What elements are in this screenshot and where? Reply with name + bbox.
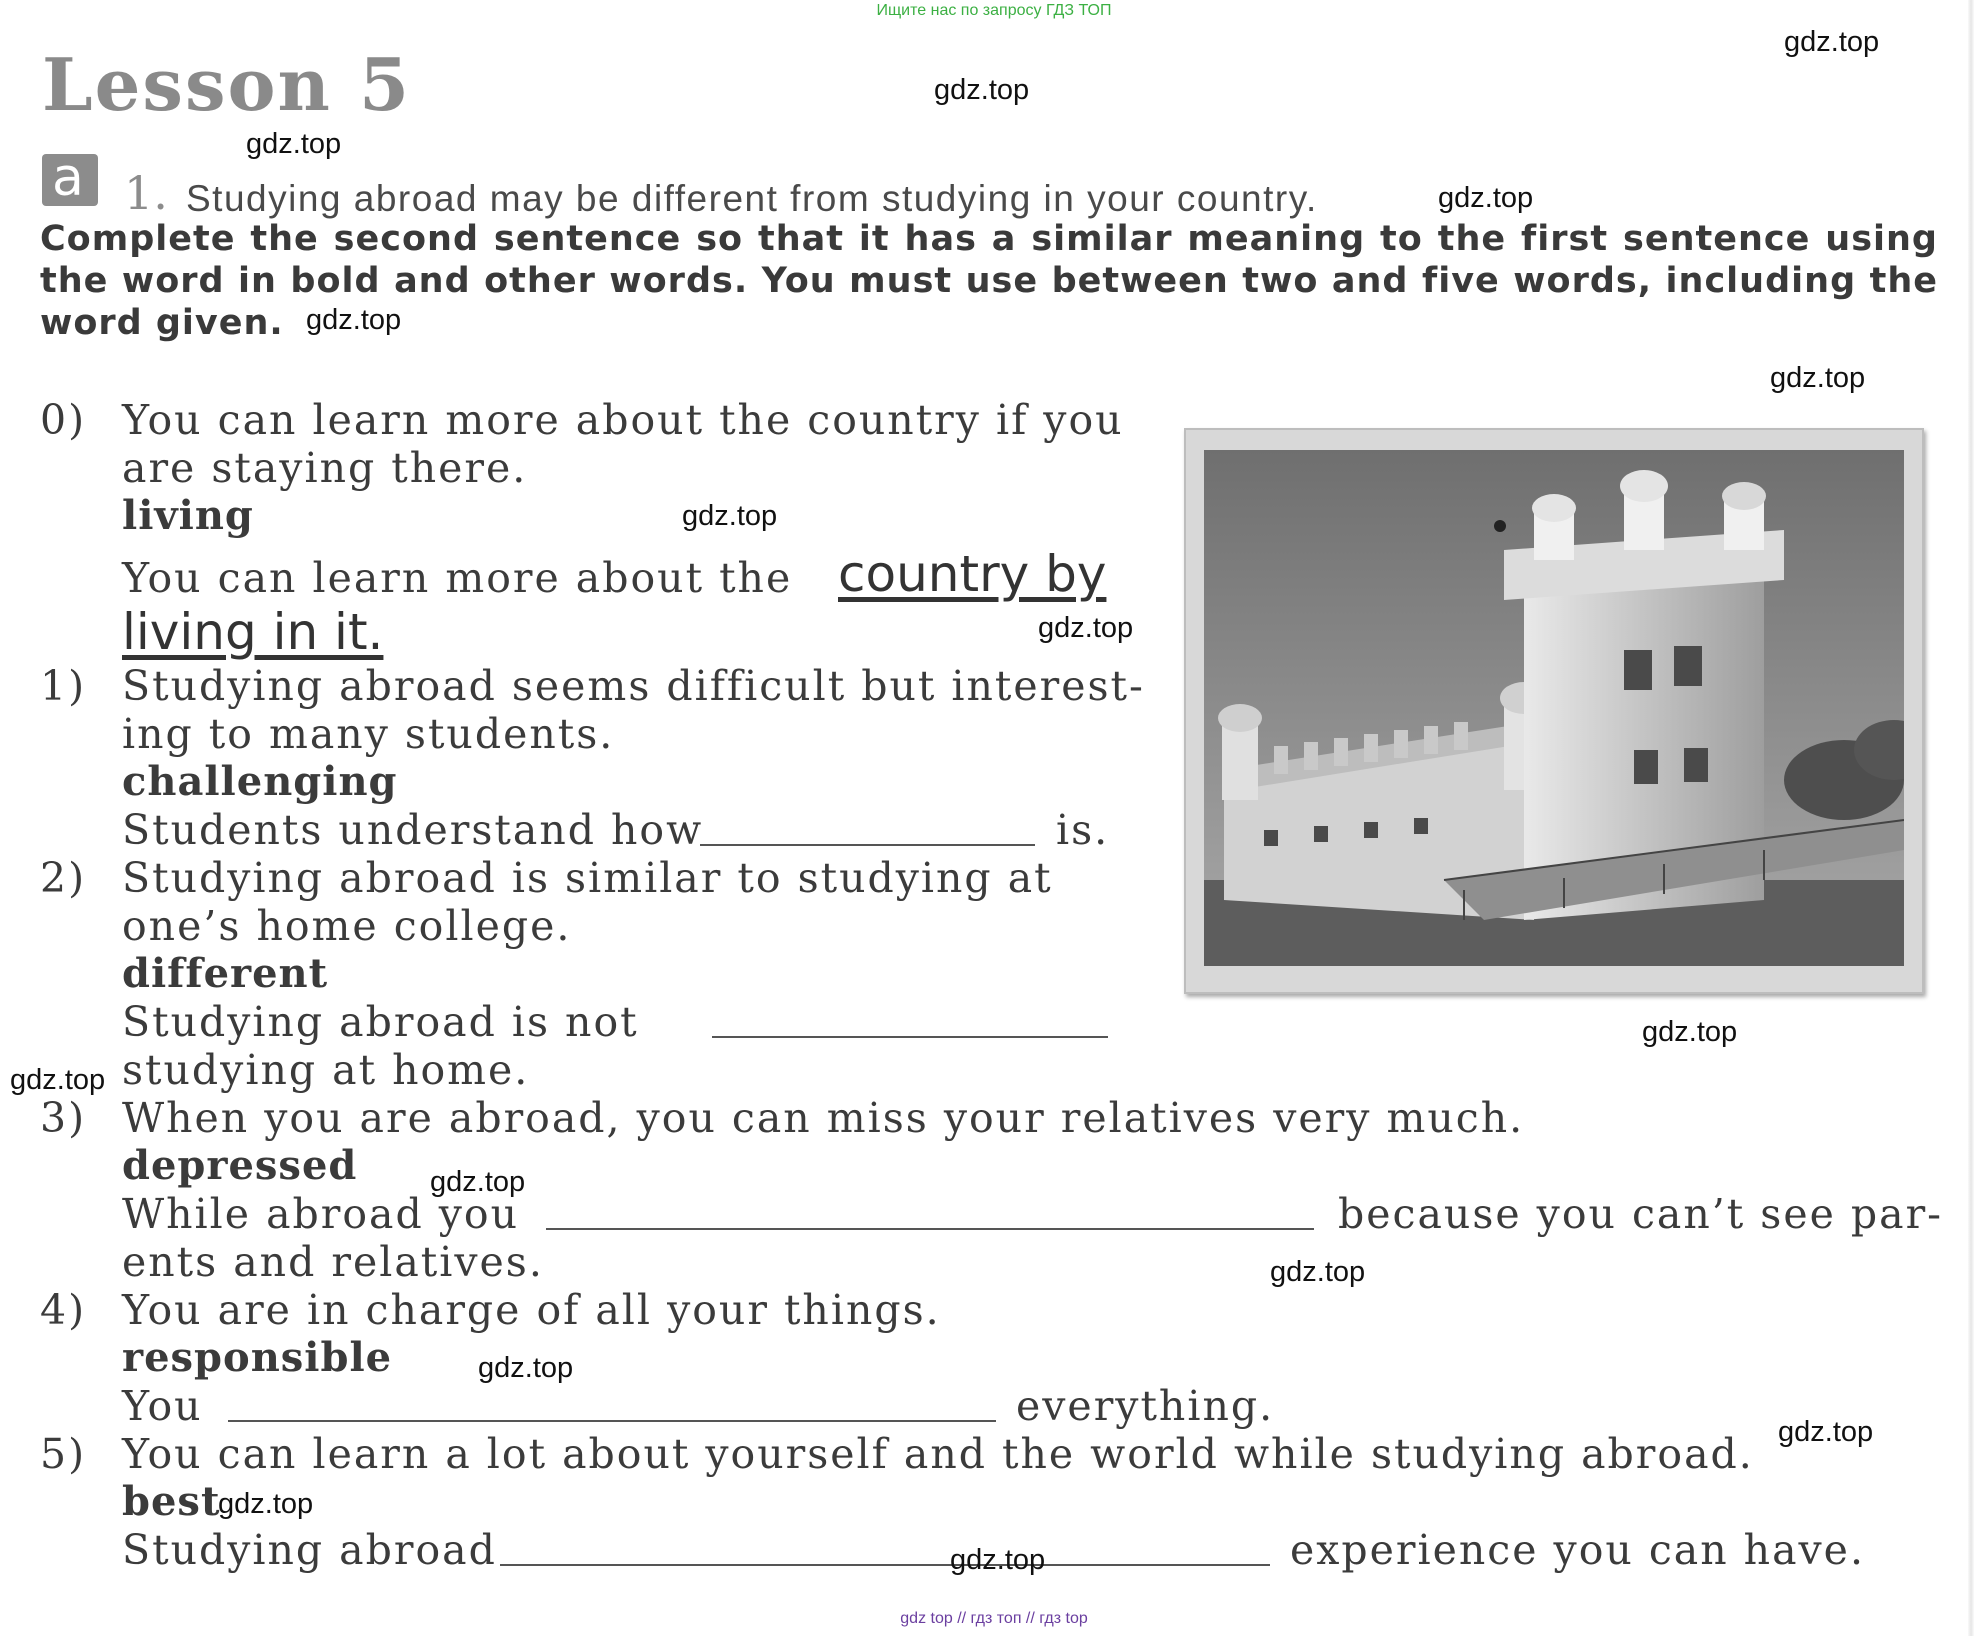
answer-blank[interactable] xyxy=(228,1412,996,1422)
item-answer-suffix: everything. xyxy=(1016,1382,1275,1430)
item-keyword: best xyxy=(122,1478,221,1525)
item-answer-suffix: is. xyxy=(1056,806,1110,854)
item-keyword: different xyxy=(122,950,329,997)
exercise-intro: Studying abroad may be different from studying in your country. xyxy=(186,178,1318,219)
watermark: gdz.top xyxy=(1270,1256,1366,1288)
handwritten-answer: living in it. xyxy=(122,603,384,661)
watermark: gdz.top xyxy=(478,1352,574,1384)
bottom-banner: gdz top // гдз топ // гдз top xyxy=(900,1610,1088,1627)
item-keyword: depressed xyxy=(122,1142,358,1189)
item-sentence: When you are abroad, you can miss your relatives very much. xyxy=(122,1094,1525,1142)
item-sentence: one’s home college. xyxy=(122,902,572,950)
top-banner: Ищите нас по запросу ГДЗ ТОП xyxy=(876,2,1112,19)
watermark: gdz.top xyxy=(306,304,402,336)
watermark: gdz.top xyxy=(430,1166,526,1198)
watermark: gdz.top xyxy=(1642,1016,1738,1048)
item-number: 0) xyxy=(40,396,87,444)
photo-frame xyxy=(1184,428,1924,994)
watermark: gdz.top xyxy=(10,1064,106,1096)
page-edge xyxy=(1968,0,1974,1636)
item-keyword: responsible xyxy=(122,1334,393,1381)
answer-blank[interactable] xyxy=(712,1028,1108,1038)
item-sentence: Studying abroad seems difficult but interest- xyxy=(122,662,1145,710)
watermark: gdz.top xyxy=(950,1544,1046,1576)
item-number: 4) xyxy=(40,1286,87,1334)
item-answer-continued: studying at home. xyxy=(122,1046,530,1094)
answer-blank[interactable] xyxy=(700,836,1035,846)
item-answer-continued: ents and relatives. xyxy=(122,1238,544,1286)
item-sentence: ing to many students. xyxy=(122,710,615,758)
item-number: 3) xyxy=(40,1094,87,1142)
item-sentence: You are in charge of all your things. xyxy=(122,1286,941,1334)
answer-blank[interactable] xyxy=(500,1556,1270,1566)
task-instruction: Complete the second sentence so that it has a similar meaning to the first sentence using the word in bold and other words. You must use between two and five words, including the word given. xyxy=(40,219,1938,343)
badge-letter: a xyxy=(52,148,84,208)
exercise-number: 1. xyxy=(124,166,168,220)
item-answer-prefix: While abroad you xyxy=(122,1190,520,1238)
watermark: gdz.top xyxy=(1784,26,1880,58)
item-keyword: challenging xyxy=(122,758,398,805)
belem-tower-photo xyxy=(1204,450,1904,966)
item-answer-suffix: because you can’t see par- xyxy=(1338,1190,1944,1238)
handwritten-answer: country by xyxy=(838,545,1107,603)
item-number: 5) xyxy=(40,1430,87,1478)
item-number: 1) xyxy=(40,662,87,710)
item-sentence: You can learn a lot about yourself and the world while studying abroad. xyxy=(122,1430,1754,1478)
item-number: 2) xyxy=(40,854,87,902)
watermark: gdz.top xyxy=(218,1488,314,1520)
item-sentence: are staying there. xyxy=(122,444,528,492)
item-answer-prefix: You can learn more about the xyxy=(122,554,793,602)
item-sentence: Studying abroad is similar to studying at xyxy=(122,854,1053,902)
watermark: gdz.top xyxy=(934,74,1030,106)
lesson-title: Lesson 5 xyxy=(42,42,412,127)
answer-blank[interactable] xyxy=(546,1220,1314,1230)
item-answer-prefix: Studying abroad is not xyxy=(122,998,639,1046)
watermark: gdz.top xyxy=(1438,182,1534,214)
exercise-type-badge xyxy=(42,148,98,208)
item-answer-prefix: You xyxy=(122,1382,203,1430)
watermark: gdz.top xyxy=(1770,362,1866,394)
watermark: gdz.top xyxy=(246,128,342,160)
item-sentence: You can learn more about the country if you xyxy=(122,396,1124,444)
watermark: gdz.top xyxy=(1038,612,1134,644)
item-answer-prefix: Students understand how xyxy=(122,806,704,854)
watermark: gdz.top xyxy=(1778,1416,1874,1448)
item-keyword: living xyxy=(122,492,254,539)
item-answer-suffix: experience you can have. xyxy=(1290,1526,1865,1574)
watermark: gdz.top xyxy=(682,500,778,532)
item-answer-prefix: Studying abroad xyxy=(122,1526,497,1574)
